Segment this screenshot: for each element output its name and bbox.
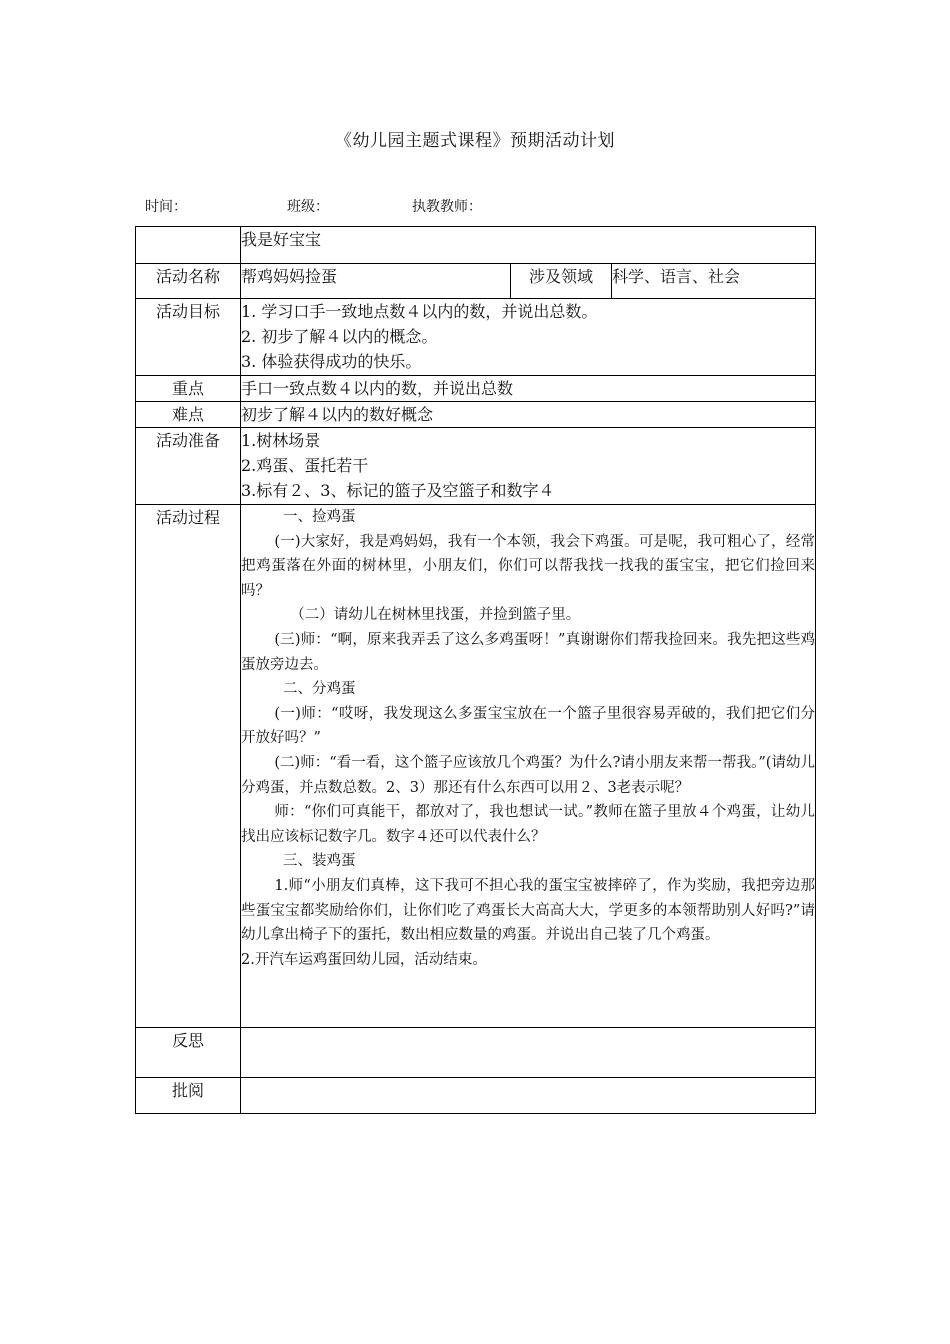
activity-name-label: 活动名称 — [136, 264, 241, 299]
process-section-heading: 三、装鸡蛋 — [283, 853, 356, 870]
process-paragraph: 2.开汽车运鸡蛋回幼儿园，活动结束。 — [241, 951, 487, 968]
preparation-item: 3.标有２、3、标记的篮子及空篮子和数字４ — [241, 481, 555, 500]
plan-table — [135, 226, 816, 1114]
review-row — [136, 1078, 816, 1114]
process-paragraph: (一)大家好，我是鸡妈妈，我有一个本领，我会下鸡蛋。可是呢，我可粗心了，经常把鸡蛋落在外面的树林里，小朋友们，你们可以帮我找一找我的蛋宝宝，把它们捡回来吗？ — [241, 533, 816, 599]
review-label: 批阅 — [136, 1078, 241, 1114]
domain-value: 科学、语言、社会 — [612, 264, 816, 299]
difficulty-row — [136, 402, 816, 428]
goal-item: 1. 学习口手一致地点数４以内的数，并说出总数。 — [241, 302, 598, 321]
activity-name-row — [136, 264, 816, 299]
theme-value: 我是好宝宝 — [241, 227, 816, 264]
process-paragraph: (二)师：“看一看，这个篮子应该放几个鸡蛋？为什么?请小朋友来帮一帮我。”(请幼儿分鸡蛋，并点数总数。2、3）那还有什么东西可以用２、3老表示呢？ — [241, 754, 816, 796]
teacher-label: 执教教师： — [412, 199, 482, 215]
key-point-value: 手口一致点数４以内的数，并说出总数 — [241, 376, 816, 402]
time-label: 时间： — [145, 199, 187, 215]
process-paragraph: (一)师：“哎呀，我发现这么多蛋宝宝放在一个篮子里很容易弄破的，我们把它们分开放好吗？” — [241, 705, 816, 747]
preparation-item: 2.鸡蛋、蛋托若干 — [241, 456, 369, 475]
theme-row — [136, 227, 816, 264]
theme-label-cell — [136, 227, 241, 264]
process-section-heading: 一、捡鸡蛋 — [283, 509, 356, 525]
preparation-label: 活动准备 — [136, 428, 241, 505]
process-row — [136, 505, 816, 1028]
reflection-label: 反思 — [136, 1028, 241, 1078]
review-value — [241, 1078, 816, 1114]
process-section-heading: 二、分鸡蛋 — [283, 681, 356, 698]
goal-list — [241, 299, 816, 376]
reflection-value — [241, 1028, 816, 1078]
process-paragraph: （二）请幼儿在树林里找蛋，并捡到篮子里。 — [290, 607, 581, 624]
key-point-label: 重点 — [136, 376, 241, 402]
process-paragraph: 师：“你们可真能干，都放对了，我也想试一试。”教师在篮子里放４个鸡蛋，让幼儿找出应该标记数字几。数字４还可以代表什么？ — [241, 804, 816, 845]
difficulty-label: 难点 — [136, 402, 241, 428]
preparation-item: 1.树林场景 — [241, 431, 321, 450]
difficulty-value: 初步了解４以内的数好概念 — [241, 402, 816, 428]
goal-item: 3. 体验获得成功的快乐。 — [241, 352, 422, 371]
domain-label: 涉及领域 — [511, 264, 612, 299]
goals-row — [136, 299, 816, 376]
class-label: 班级： — [287, 199, 329, 215]
process-paragraph: (三)师：“啊，原来我弄丢了这么多鸡蛋呀！”真谢谢你们帮我捡回来。我先把这些鸡蛋放旁边去。 — [241, 631, 816, 673]
page-title: 《幼儿园主题式课程》预期活动计划 — [335, 131, 615, 151]
goal-item: 2. 初步了解４以内的概念。 — [241, 327, 438, 346]
process-label: 活动过程 — [136, 505, 241, 1028]
preparation-list — [241, 428, 816, 505]
activity-name-value: 帮鸡妈妈捡蛋 — [241, 264, 511, 299]
goal-label: 活动目标 — [136, 299, 241, 376]
process-content — [241, 505, 816, 1028]
reflection-row — [136, 1028, 816, 1078]
preparation-row — [136, 428, 816, 505]
process-paragraph: 1.师“小朋友们真棒，这下我可不担心我的蛋宝宝被摔碎了，作为奖励，我把旁边那些蛋宝宝都奖励给你们，让你们吃了鸡蛋长大高高大大，学更多的本领帮助别人好吗?”请幼儿拿出椅子下的蛋托，数出相应数量的鸡蛋。并说出自己装了几个鸡蛋。 — [241, 877, 816, 944]
key-point-row — [136, 376, 816, 402]
